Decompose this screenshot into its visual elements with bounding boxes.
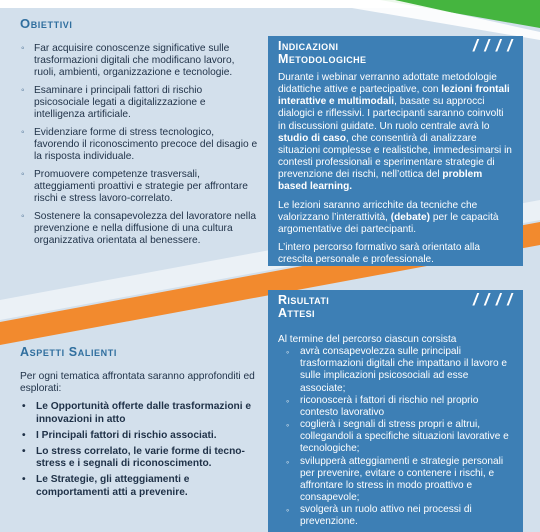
list-item: • Le Strategie, gli atteggiamenti e comportamenti atti a prevenire. [22,474,190,498]
list-item: • I Principali fattori di rischio associati. [22,429,217,441]
list-item: ◦ Far acquisire conoscenze significative sulle trasformazioni digitali che modificano lavoro, ruoli, ambienti, organizzazione e tecnologie. [21,43,235,79]
indicazioni-paragraph-3: L’intero percorso formativo sarà orientato alla crescita personale e professionale. [278,242,480,266]
obiettivi-title: Obiettivi [20,16,73,31]
risultati-intro: Al termine del percorso ciascun corsista [278,334,457,345]
list-item: • Lo stress correlato, le varie forme di tecno-stress e i segnali di riconoscimento. [22,446,245,470]
slash-decoration: / / / / [472,290,513,309]
obiettivi-list [20,43,258,247]
obiettivi-section [20,16,258,252]
indicazioni-paragraph-1: Durante i webinar verranno adottate metodologie didattiche attive e partecipative, con lezioni frontali interattive e multimodali, basate su approcci dialogici e riflessivi. I partecipanti saranno coinvolti in discussioni guidate. Un ruolo centrale avrà lo studio di caso, che consentirà di analizzare situazioni complesse e realistiche, immedesimarsi in contesti professionali e sperimentare strategie di prevenzione dei rischi, nell’ottica del problem based learning. [278,72,512,193]
list-item: ◦ svilupperà atteggiamenti e strategie personali per prevenire, evitare o contenere i rischi, e affrontare lo stress in modo proattivo e consapevole; [286,455,504,504]
list-item: ◦ avrà consapevolezza sulle principali trasformazioni digitali che impattano il lavoro e sulle implicazioni psicosociali ad esse associate; [286,346,508,394]
aspetti-section [20,345,258,503]
list-item: • Le Opportunità offerte dalle trasformazioni e innovazioni in atto [22,401,252,425]
list-item: ◦ riconoscerà i fattori di rischio nel proprio contesto lavorativo [286,394,479,418]
list-item: ◦ Sostenere la consapevolezza del lavoratore nella prevenzione e nella diffusione di una cultura organizzativa orientata al benessere. [21,210,257,246]
risultati-list [278,346,514,528]
risultati-title: Risultati Attesi [278,293,330,320]
risultati-card [268,290,523,532]
aspetti-title: Aspetti Salienti [20,345,117,359]
aspetti-intro: Per ogni tematica affrontata saranno approfonditi ed esplorati: [20,371,255,395]
list-item: ◦ Promuovere competenze trasversali, atteggiamenti proattivi e strategie per affrontare rischi e stress lavoro-correlato. [21,168,248,204]
list-item: ◦ coglierà i segnali di stress propri e altrui, collegandoli a specifiche situazioni lavorative e tecnologiche; [286,419,509,455]
list-item: ◦ svolgerà un ruolo attivo nei processi di prevenzione. [286,504,472,528]
indicazioni-card [268,36,523,266]
list-item: ◦ Evidenziare forme di stress tecnologico, favorendo il riconoscimento precoce del disagio e la risposta individuale. [21,126,258,162]
indicazioni-paragraph-2: Le lezioni saranno arricchite da tecniche che valorizzano l’interattività, (debate) per le capacità argomentative dei partecipanti. [278,199,499,235]
aspetti-list [20,401,258,498]
indicazioni-title: Indicazioni Metodologiche [278,39,367,66]
list-item: ◦ Esaminare i principali fattori di rischio psicosociale legati a digitalizzazione e intelligenza artificiale. [21,84,206,121]
slash-decoration: / / / / [472,36,513,55]
